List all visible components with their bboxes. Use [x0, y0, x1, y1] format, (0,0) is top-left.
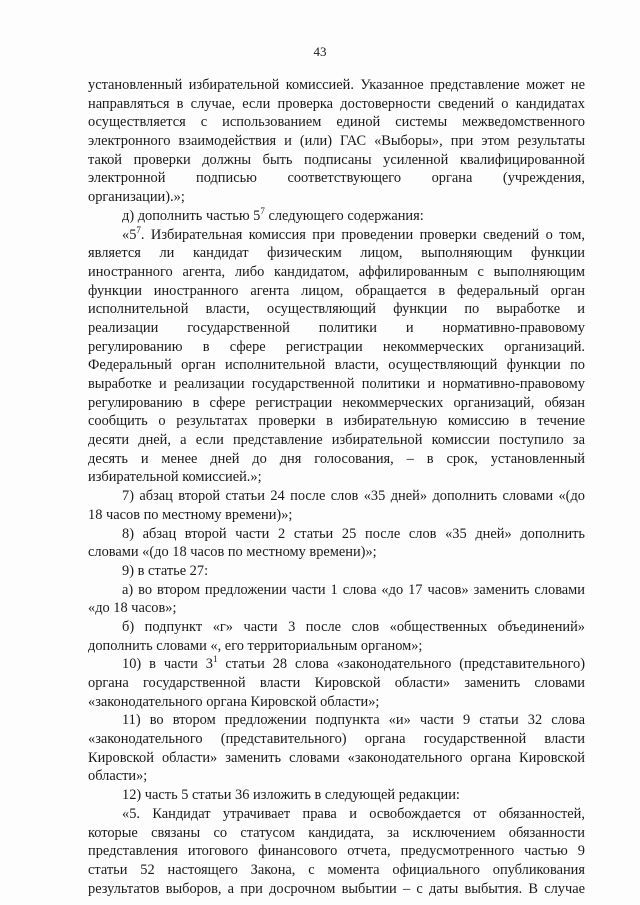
text-line: Федеральный орган исполнительной власти, осуществляющий функции по [88, 357, 585, 374]
text-fragment: следующего содержания: [264, 207, 424, 224]
text-line: Кировской области» заменить словами «законодательного органа Кировской [88, 749, 585, 766]
text-line: электронной подписью соответствующего органа (учреждения, [88, 170, 585, 187]
text-line: дополнить словами «, его территориальным органом»; [88, 637, 423, 654]
text-line: 18 часов по местному времени)»; [88, 506, 293, 523]
text-line: регулированию в сфере регистрации некоммерческих организаций. [88, 338, 585, 355]
superscript: 1 [212, 654, 218, 665]
text-line: статьи 52 настоящего Закона, с момента официального опубликования [88, 861, 585, 878]
text-line: такой проверки должны быть подписаны усиленной квалифицированной [88, 151, 585, 168]
text-line: десяти дней, а если представление избирательной комиссии поступило за [88, 432, 585, 449]
text-line: иностранного агента, либо кандидатом, аффилированным с выполняющим [88, 263, 585, 280]
text-line: результатов выборов, а при досрочном выбытии – с даты выбытия. В случае [88, 880, 585, 897]
text-line: осуществляется с использованием единой системы межведомственного [88, 114, 585, 131]
text-fragment: статьи 28 слова «законодательного (представительного) [217, 656, 585, 673]
text-line: является ли кандидат физическим лицом, выполняющим функции [88, 245, 585, 262]
page-number: 43 [313, 44, 327, 59]
text-line [88, 207, 585, 226]
text-line: выработке и реализации государственной политики и нормативно-правовому [88, 376, 585, 392]
text-line: б) подпункт «г» части 3 после слов «общественных объединений» [122, 618, 585, 635]
text-line: десять и менее дней до дня голосования, – в срок, установленный [88, 450, 585, 467]
text-line: представления итогового финансового отчета, предусмотренного частью 9 [88, 843, 585, 860]
text-fragment: . Избирательная комиссия при проведении проверки сведений о том, [140, 226, 585, 243]
superscript: 7 [136, 224, 141, 235]
text-line: 9) в статье 27: [122, 562, 209, 579]
text-line [88, 226, 585, 245]
text-line: «законодательного (представительного) органа государственной власти [88, 731, 585, 748]
text-line: избирательной комиссией.»; [88, 469, 262, 486]
text-line: «до 18 часов»; [88, 600, 177, 617]
document-body [88, 76, 585, 898]
text-line: области»; [88, 768, 148, 785]
text-line: организации).»; [88, 189, 185, 206]
text-line: направляться в случае, если проверка достоверности сведений о кандидатах [88, 95, 585, 112]
text-fragment: д) дополнить частью 5 [122, 207, 261, 224]
text-line: «законодательного органа Кировской области»; [88, 693, 380, 710]
text-line: «5. Кандидат утрачивает права и освобождается от обязанностей, [122, 805, 585, 822]
text-fragment: 10) в части 3 [122, 656, 213, 673]
text-line: словами «(до 18 часов по местному времени)»; [88, 544, 377, 561]
text-line [88, 655, 585, 674]
text-line: электронного взаимодействия и (или) ГАС «Выборы», при этом результаты [88, 133, 585, 150]
text-line: 11) во втором предложении подпункта «и» части 9 статьи 32 слова [122, 712, 585, 729]
text-line: сообщить о результатах проверки в избирательную комиссию в течение [88, 413, 585, 430]
text-line: 7) абзац второй статьи 24 после слов «35 дней» дополнить словами «(до [122, 488, 585, 505]
text-line: органа государственной власти Кировской области» заменить словами [88, 675, 585, 691]
text-line: а) во втором предложении части 1 слова «до 17 часов» заменить словами [122, 581, 585, 598]
text-line: реализации государственной политики и нормативно-правовому [88, 319, 585, 336]
text-line: регулированию в сфере регистрации некоммерческих организаций, обязан [88, 394, 585, 411]
text-line: 8) абзац второй части 2 статьи 25 после слов «35 дней» дополнить [122, 525, 585, 542]
text-line: 12) часть 5 статьи 36 изложить в следующей редакции: [122, 787, 460, 804]
text-line: установленный избирательной комиссией. Указанное представление может не [88, 77, 585, 93]
text-line: которые связаны со статусом кандидата, за исключением обязанности [88, 824, 585, 841]
text-line: функции иностранного агента лицом, обращается в федеральный орган [88, 282, 585, 299]
text-fragment: «5 [122, 226, 137, 243]
text-line: исполнительной власти, осуществляющий функции по выработке и [88, 301, 585, 318]
superscript: 7 [260, 205, 265, 216]
